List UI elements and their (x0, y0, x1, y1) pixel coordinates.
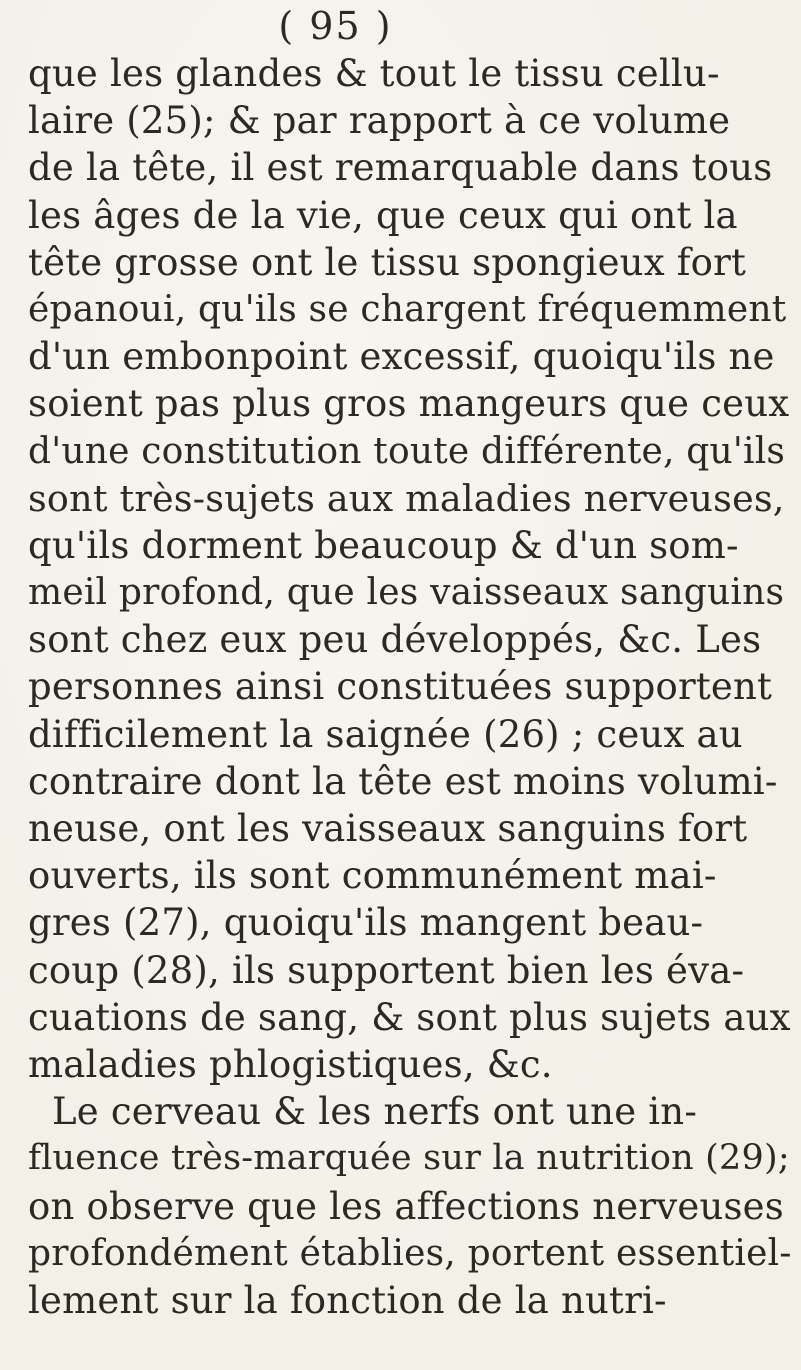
text-line-11: qu'ils dorment beaucoup & d'un som- (28, 523, 739, 567)
text-line-23: Le cerveau & les nerfs ont une in- (52, 1090, 698, 1134)
text-line-1: que les glandes & tout le tissu cellu- (28, 52, 720, 95)
text-line-4: les âges de la vie, que ceux qui ont la (28, 193, 738, 237)
text-line-9: d'une constitution toute différente, qu'ils (28, 430, 786, 472)
text-line-2: laire (25); & par rapport à ce volume (28, 99, 731, 143)
text-line-16: contraire dont la tête est moins volumi- (28, 759, 778, 803)
text-line-5: tête grosse ont le tissu spongieux fort (28, 240, 747, 284)
text-line-17: neuse, ont les vaisseaux sanguins fort (28, 807, 748, 850)
text-line-12: meil profond, que les vaisseaux sanguins (28, 572, 785, 614)
text-line-6: épanoui, qu'ils se chargent fréquemment (28, 288, 787, 330)
text-line-15: difficilement la saignée (26) ; ceux au (28, 712, 743, 756)
text-line-22: maladies phlogistiques, &c. (28, 1042, 553, 1086)
body-text (28, 50, 794, 1324)
text-line-27: lement sur la fonction de la nutri- (28, 1278, 667, 1322)
text-line-8: soient pas plus gros mangeurs que ceux (28, 382, 790, 426)
text-line-20: coup (28), ils supportent bien les éva- (28, 948, 745, 992)
text-line-14: personnes ainsi constituées supportent (28, 665, 773, 709)
text-line-19: gres (27), quoiqu'ils mangent beau- (28, 901, 704, 945)
text-line-26: profondément établies, portent essentiel- (28, 1232, 792, 1274)
page-number: ( 95 ) (278, 4, 393, 48)
text-line-13: sont chez eux peu développés, &c. Les (28, 618, 762, 662)
text-line-10: sont très-sujets aux maladies nerveuses, (28, 476, 785, 520)
text-line-18: ouverts, ils sont communément mai- (28, 854, 717, 898)
text-line-24: fluence très-marquée sur la nutrition (29); (28, 1138, 790, 1179)
text-line-3: de la tête, il est remarquable dans tous (28, 146, 773, 190)
text-line-7: d'un embonpoint excessif, quoiqu'ils ne (28, 335, 775, 379)
text-line-25: on observe que les affections nerveuses (28, 1184, 784, 1228)
text-line-21: cuations de sang, & sont plus sujets aux (28, 995, 791, 1039)
